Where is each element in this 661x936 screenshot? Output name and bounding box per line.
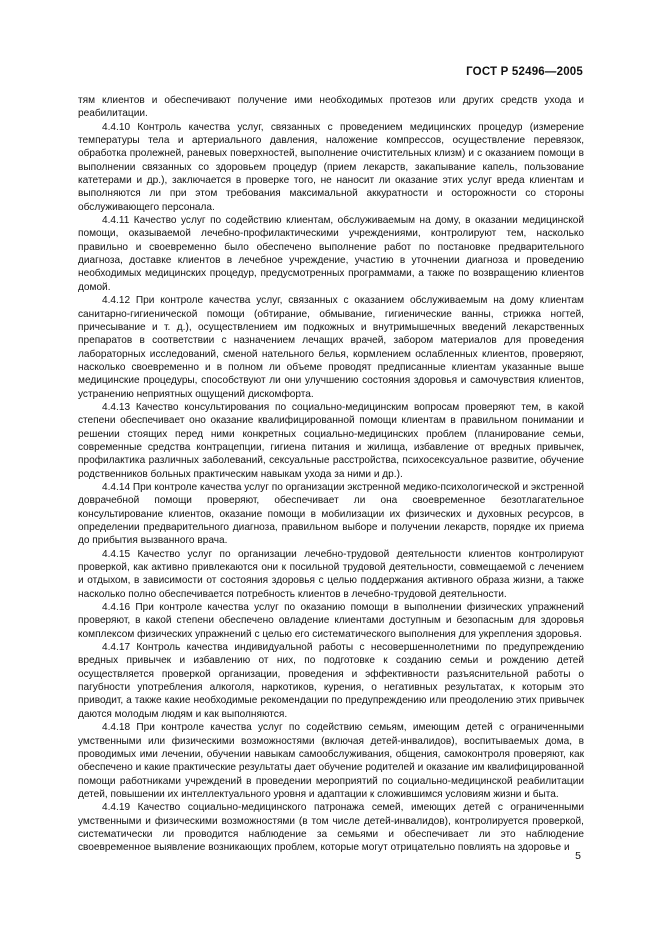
paragraph-4-4-11: 4.4.11 Качество услуг по содействию клиентам, обслуживаемым на дому, в оказании медицинской помощи, оказываемой лечебно-профилактическими учреждениями, контролируют тем, насколько правильно и своевременно было обеспечено выполнение работ по постановке предварительного диагноза, доставке клиентов в лечебное учреждение, участию в уточнении диагноза и проведению необходимых медицинских процедур, предусмотренных программами, а также по возвращению клиентов домой.	[78, 215, 584, 293]
paragraph-4-4-19: 4.4.19 Качество социально-медицинского патронажа семей, имеющих детей с ограниченными умственными и физическими возможностями (в том числе детей-инвалидов), контролируется проверкой, систематически ли проводится наблюдение за семьями и обеспечивает ли это наблюдение своевременное выявление возникающих проблем, которые могут отрицательно повлиять на здоровье и	[78, 802, 584, 854]
paragraph-4-4-15: 4.4.15 Качество услуг по организации лечебно-трудовой деятельности клиентов контролируют проверкой, как активно привлекаются они к посильной трудовой деятельности, совмещаемой с лечением и отдыхом, в зависимости от состояния здоровья с целью поддержания активного образа жизни, а также насколько полно обеспечивается потребность клиентов в лечебно-трудовой деятельности.	[78, 548, 584, 600]
paragraph-4-4-18: 4.4.18 При контроле качества услуг по содействию семьям, имеющим детей с ограниченными умственными или физическими возможностями (включая детей-инвалидов), воспитываемых дома, в проводимых ими лечении, обучении навыкам самообслуживания, общения, самоконтроля проверяют, как обеспечено и какие практические результаты дает обучение родителей и оказание им квалифицированной помощи работниками учреждений в проведении мероприятий по социально-медицинской реабилитации детей, повышении их интеллектуального уровня и адаптации к сложившимся условиям жизни и быта.	[78, 722, 584, 800]
paragraph-4-4-14: 4.4.14 При контроле качества услуг по организации экстренной медико-психологической и экстренной доврачебной помощи проверяют, обеспечивает ли она своевременное безотлагательное консультирование клиентов, оказание помощи в мобилизации их физических и духовных ресурсов, в определении предварительного диагноза, правильном выборе и получении лекарств, порядке их приема до прибытия вызванного врача.	[78, 481, 584, 547]
paragraph-4-4-16: 4.4.16 При контроле качества услуг по оказанию помощи в выполнении физических упражнений проверяют, в какой степени обеспечено овладение клиентами доступным и безопасным для здоровья комплексом физических упражнений с целью его систематического выполнения для укрепления здоровья.	[78, 602, 584, 640]
paragraph-4-4-17: 4.4.17 Контроль качества индивидуальной работы с несовершеннолетними по предупреждению вредных привычек и избавлению от них, по подготовке к созданию семьи и рождению детей осуществляется проверкой организации, проведения и эффективности разъяснительной работы о пагубности употребления алкоголя, наркотиков, курения, о негативных результатах, к которым это приводит, а также какие необходимые рекомендации по предупреждению или преодолению этих привычек даются молодым людям и как выполняются.	[78, 642, 584, 720]
page-number: 5	[575, 850, 581, 862]
paragraph-4-4-12: 4.4.12 При контроле качества услуг, связанных с оказанием обслуживаемым на дому клиентам санитарно-гигиенической помощи (обтирание, обмывание, гигиенические ванны, стрижка ногтей, причесывание и т. д.), осуществлением им подкожных и внутримышечных введений лекарственных препаратов в соответствии с назначением лечащих врачей, забором материалов для проведения лабораторных исследований, сменой нательного белья, кормлением ослабленных клиентов, проверяют, насколько своевременно и в полном ли объеме проводят предписанные клиентам указанные выше медицинские процедуры, способствуют ли они улучшению состояния здоровья и самочувствия клиентов, устранению неприятных ощущений дискомфорта.	[78, 295, 584, 400]
paragraph-4-4-10: 4.4.10 Контроль качества услуг, связанных с проведением медицинских процедур (измерение температуры тела и артериального давления, наложение компрессов, осуществление перевязок, обработка пролежней, раневых поверхностей, выполнение очистительных клизм) и с оказанием помощи в выполнении связанных со здоровьем процедур (прием лекарств, закапывание капель, пользование катетерами и др.), заключается в проверке того, не наносит ли оказание этих услуг вреда клиентам и выполняются ли при этом требования максимальной аккуратности и осторожности со стороны обслуживающего персонала.	[78, 121, 584, 213]
document-body	[78, 94, 584, 855]
paragraph-continuation: тям клиентов и обеспечивают получение ими необходимых протезов или других средств ухода и реабилитации.	[78, 95, 584, 120]
paragraph-4-4-13: 4.4.13 Качество консультирования по социально-медицинским вопросам проверяют тем, в какой степени обеспечивает оно оказание квалифицированной помощи клиентам в правильном понимании и решении стоящих перед ними конкретных социально-медицинских проблем (планирование семьи, современные средства контрацепции, гигиена питания и жилища, избавление от вредных привычек, профилактика различных заболеваний, сексуальные расстройства, психосексуальное развитие, обучение родственников больных практическим навыкам ухода за ними и др.).	[78, 401, 584, 480]
document-code-header: ГОСТ Р 52496—2005	[466, 66, 583, 78]
